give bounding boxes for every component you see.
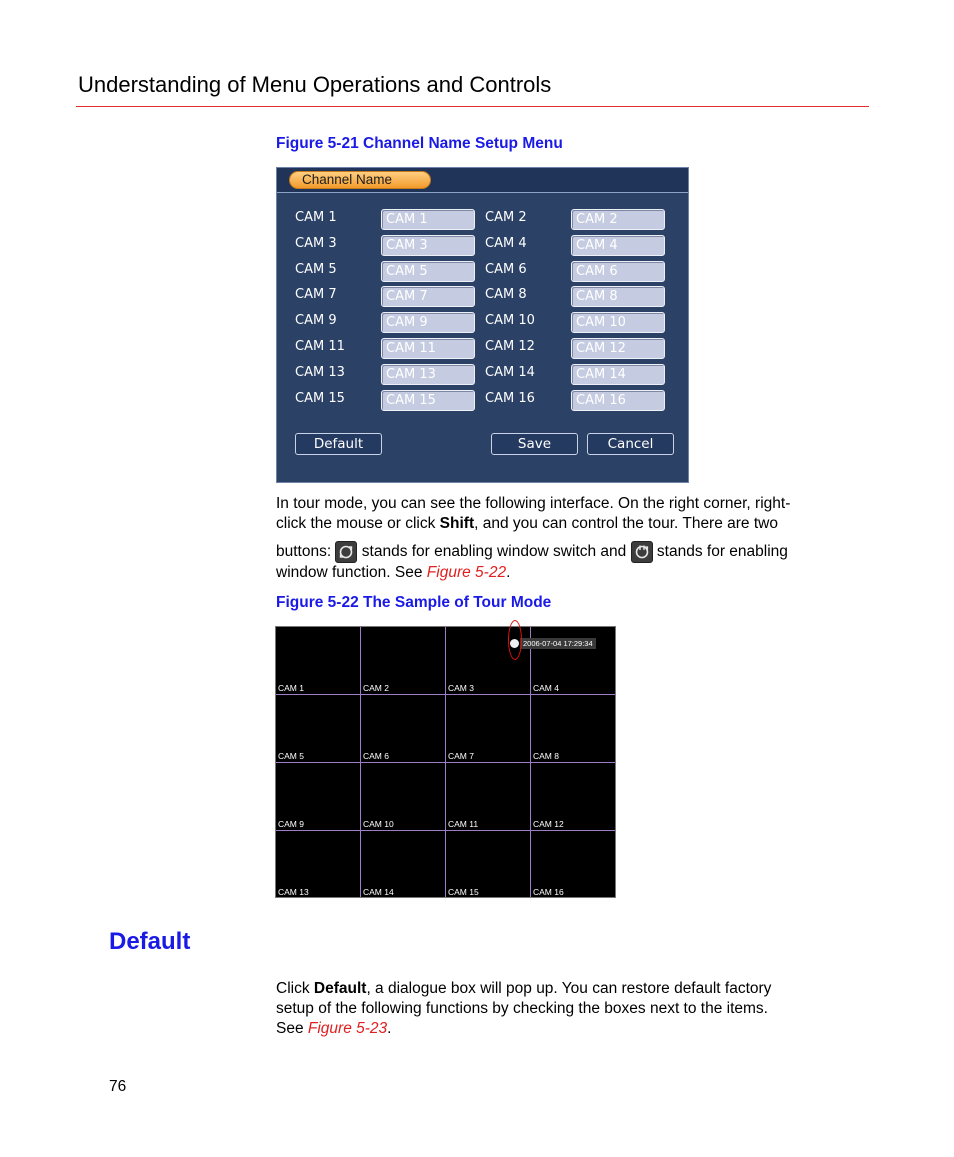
channel-label: CAM 5 (295, 262, 337, 277)
channel-name-input[interactable]: CAM 3 (381, 235, 475, 256)
camera-cell-label: CAM 10 (363, 819, 394, 829)
camera-cell-label: CAM 2 (363, 683, 389, 693)
save-button[interactable]: Save (491, 433, 578, 455)
figure-5-22-link[interactable]: Figure 5-22 (426, 564, 507, 581)
paragraph-line (276, 979, 846, 999)
channel-name-input[interactable]: CAM 5 (381, 261, 475, 282)
grid-divider (276, 694, 615, 695)
text-run: click the mouse or click (276, 515, 440, 532)
paragraph-line (276, 1019, 846, 1039)
cancel-button[interactable]: Cancel (587, 433, 674, 455)
grid-divider (276, 762, 615, 763)
text-run: stands for enabling (652, 543, 788, 560)
shift-key-text: Shift (439, 515, 475, 532)
channel-label: CAM 7 (295, 287, 337, 302)
paragraph-line: In tour mode, you can see the following interface. On the right corner, right- (276, 495, 791, 512)
default-key-text: Default (313, 980, 367, 997)
channel-label: CAM 4 (485, 236, 527, 251)
channel-name-input[interactable]: CAM 11 (381, 338, 475, 359)
section-heading-default: Default (109, 928, 191, 955)
channel-name-input[interactable]: CAM 9 (381, 312, 475, 333)
channel-label: CAM 10 (485, 313, 535, 328)
channel-name-input[interactable]: CAM 16 (571, 390, 665, 411)
camera-cell-label: CAM 5 (278, 751, 304, 761)
channel-name-input[interactable]: CAM 8 (571, 286, 665, 307)
header-divider (76, 106, 869, 107)
channel-label: CAM 16 (485, 391, 535, 406)
tour-mode-grid (275, 626, 616, 898)
channel-label: CAM 15 (295, 391, 345, 406)
channel-name-input[interactable]: CAM 12 (571, 338, 665, 359)
camera-cell-label: CAM 16 (533, 887, 564, 897)
text-run: Click (276, 980, 314, 997)
camera-cell-label: CAM 3 (448, 683, 474, 693)
paragraph-line (276, 514, 846, 534)
camera-cell-label: CAM 8 (533, 751, 559, 761)
channel-name-input[interactable]: CAM 14 (571, 364, 665, 385)
camera-cell-label: CAM 11 (448, 819, 479, 829)
channel-label: CAM 6 (485, 262, 527, 277)
camera-cell-label: CAM 1 (278, 683, 304, 693)
camera-cell-label: CAM 7 (448, 751, 474, 761)
paragraph-line (276, 563, 846, 583)
figure-5-21-caption: Figure 5-21 Channel Name Setup Menu (276, 135, 563, 152)
channel-label: CAM 3 (295, 236, 337, 251)
text-run: buttons: (276, 543, 336, 560)
channel-label: CAM 1 (295, 210, 337, 225)
text-run: . (506, 564, 511, 581)
channel-name-input[interactable]: CAM 1 (381, 209, 475, 230)
page-header-title: Understanding of Menu Operations and Controls (78, 72, 552, 97)
text-run: See (276, 1020, 308, 1037)
channel-label: CAM 2 (485, 210, 527, 225)
camera-cell-label: CAM 6 (363, 751, 389, 761)
text-run: . (387, 1020, 392, 1037)
camera-cell-label: CAM 9 (278, 819, 304, 829)
window-switch-icon (335, 541, 357, 563)
tab-channel-name[interactable]: Channel Name (289, 171, 431, 189)
camera-cell-label: CAM 4 (533, 683, 559, 693)
figure-5-23-link[interactable]: Figure 5-23 (307, 1020, 388, 1037)
channel-name-input[interactable]: CAM 13 (381, 364, 475, 385)
channel-label: CAM 9 (295, 313, 337, 328)
channel-name-dialog (276, 167, 689, 483)
channel-name-input[interactable]: CAM 10 (571, 312, 665, 333)
camera-cell-label: CAM 12 (533, 819, 564, 829)
camera-cell-label: CAM 15 (448, 887, 479, 897)
channel-name-input[interactable]: CAM 6 (571, 261, 665, 282)
paragraph-line: setup of the following functions by checking the boxes next to the items. (276, 1000, 768, 1017)
channel-label: CAM 13 (295, 365, 345, 380)
channel-label: CAM 11 (295, 339, 345, 354)
channel-name-input[interactable]: CAM 7 (381, 286, 475, 307)
grid-divider (276, 830, 615, 831)
channel-name-input[interactable]: CAM 15 (381, 390, 475, 411)
window-function-icon (631, 541, 653, 563)
channel-name-input[interactable]: CAM 2 (571, 209, 665, 230)
paragraph-line (276, 541, 846, 563)
camera-cell-label: CAM 13 (278, 887, 309, 897)
highlight-oval (508, 620, 522, 660)
figure-5-22-caption: Figure 5-22 The Sample of Tour Mode (276, 594, 552, 611)
text-run: stands for enabling window switch and (357, 543, 631, 560)
default-paragraph (276, 979, 846, 1039)
tour-mode-paragraph (276, 494, 846, 583)
timestamp: 2006-07-04 17:29:34 (520, 638, 596, 649)
page-number: 76 (109, 1078, 127, 1095)
text-run: window function. See (276, 564, 427, 581)
text-run: , and you can control the tour. There are two (474, 515, 778, 532)
channel-name-input[interactable]: CAM 4 (571, 235, 665, 256)
channel-label: CAM 12 (485, 339, 535, 354)
default-button[interactable]: Default (295, 433, 382, 455)
channel-label: CAM 14 (485, 365, 535, 380)
camera-cell-label: CAM 14 (363, 887, 394, 897)
text-run: , a dialogue box will pop up. You can restore default factory (366, 980, 772, 997)
channel-label: CAM 8 (485, 287, 527, 302)
